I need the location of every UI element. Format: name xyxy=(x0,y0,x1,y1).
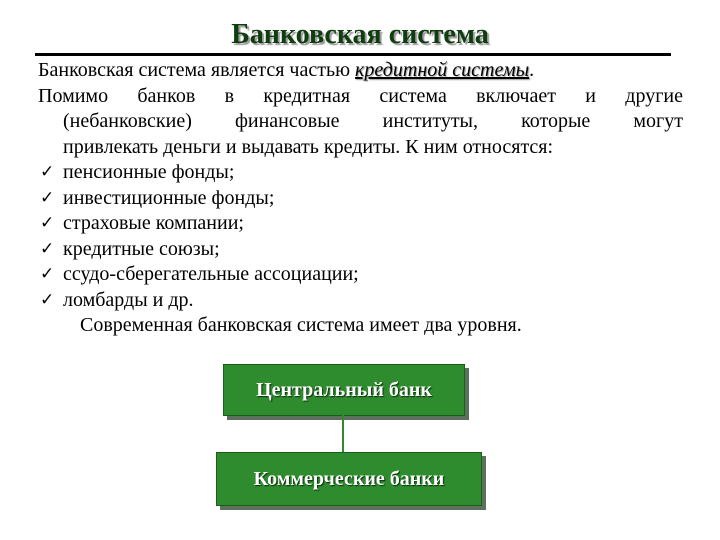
commercial-banks-box: Коммерческие банки xyxy=(216,452,482,506)
paragraph-line-2: (небанковские) финансовые институты, которые могут xyxy=(63,110,683,132)
list-item-text: страховые компании; xyxy=(63,212,244,234)
paragraph-continuation xyxy=(38,109,683,160)
list-item xyxy=(38,288,683,314)
slide-title: Банковская система xyxy=(231,19,489,50)
credit-system-paragraph xyxy=(38,84,683,161)
list-item-text: пенсионные фонды; xyxy=(63,161,235,183)
intro-before: Банковская система является частью xyxy=(38,59,356,81)
list-item xyxy=(38,211,683,237)
checkmark-icon: ✓ xyxy=(40,238,55,259)
list-item-text: ссудо-сберегательные ассоциации; xyxy=(63,263,359,285)
tier-connector-line xyxy=(342,415,344,452)
list-item-text: инвестиционные фонды; xyxy=(63,186,275,209)
summary-sentence: Современная банковская система имеет два уровня. xyxy=(80,314,522,336)
checkmark-icon: ✓ xyxy=(40,187,55,208)
title-divider xyxy=(35,53,671,56)
intro-paragraph xyxy=(38,58,683,84)
list-item xyxy=(38,160,683,186)
institution-list xyxy=(38,160,683,313)
list-item xyxy=(38,237,683,263)
paragraph-line-3: привлекать деньги и выдавать кредиты. К ним относятся: xyxy=(63,135,554,158)
body-text xyxy=(38,58,683,339)
checkmark-icon: ✓ xyxy=(40,289,55,310)
list-item-text: ломбарды и др. xyxy=(63,288,194,311)
checkmark-icon: ✓ xyxy=(40,213,55,233)
list-item xyxy=(38,186,683,212)
intro-after: . xyxy=(529,59,535,81)
checkmark-icon: ✓ xyxy=(40,162,55,182)
central-bank-box: Центральный банк xyxy=(223,364,465,416)
checkmark-icon: ✓ xyxy=(40,264,55,284)
paragraph-line-1: Помимо банков в кредитная система включает и другие xyxy=(38,84,683,107)
list-item xyxy=(38,262,683,288)
intro-term: кредитной системы xyxy=(355,59,530,81)
list-item-text: кредитные союзы; xyxy=(63,237,220,260)
